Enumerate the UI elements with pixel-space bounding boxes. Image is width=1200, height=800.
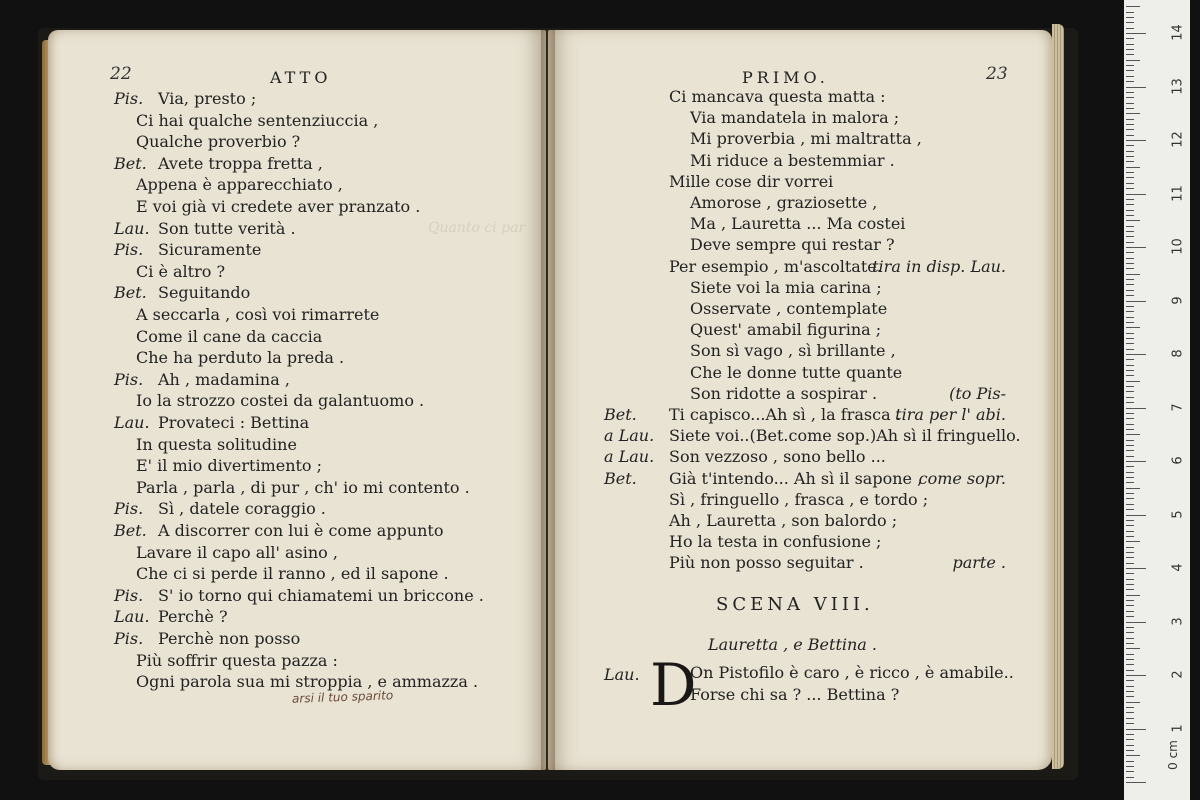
- ruler-number: 14: [1170, 24, 1186, 41]
- ruler-tick: [1126, 777, 1134, 778]
- verse-line: Mi riduce a bestemmiar .: [690, 150, 895, 170]
- ruler-tick: [1126, 654, 1134, 655]
- ruler-tick: [1126, 541, 1140, 542]
- left-page-number: 22: [110, 64, 132, 84]
- ruler-tick: [1126, 204, 1134, 205]
- verse-line: Sì , fringuello , frasca , e tordo ;: [669, 489, 929, 509]
- ruler-tick: [1126, 611, 1134, 612]
- ruler-number: 8: [1170, 349, 1186, 358]
- ruler-tick: [1126, 28, 1134, 29]
- ruler-tick: [1126, 54, 1134, 55]
- ruler-tick: [1126, 589, 1134, 590]
- ruler-tick: [1126, 365, 1134, 366]
- ruler-tick: [1126, 172, 1134, 173]
- ruler-tick: [1126, 279, 1134, 280]
- ruler-tick: [1126, 327, 1140, 328]
- speaker-label: Bet.: [114, 153, 147, 173]
- ruler-tick: [1126, 498, 1134, 499]
- verse-line: Che ci si perde il ranno , ed il sapone .: [136, 564, 449, 584]
- verse-line: Ti capisco...Ah sì , la frasca .: [669, 405, 901, 424]
- ruler-tick: [1126, 156, 1134, 157]
- ruler-tick: [1126, 65, 1134, 66]
- ruler-tick: [1126, 391, 1134, 392]
- verse-line: Già t'intendo... Ah sì il sapone ,: [669, 468, 923, 488]
- speaker-label: Pis.: [114, 629, 144, 648]
- drop-cap: D: [650, 651, 697, 719]
- ruler-tick: [1126, 712, 1134, 713]
- ruler-tick: [1126, 707, 1134, 708]
- left-running-head: ATTO: [270, 68, 332, 87]
- ruler-number: 12: [1170, 131, 1186, 148]
- ruler-tick: [1126, 771, 1134, 772]
- ruler-tick: [1126, 60, 1140, 61]
- ruler-tick: [1126, 718, 1134, 719]
- ruler-tick: [1126, 119, 1134, 120]
- ruler-tick: [1126, 81, 1134, 82]
- ruler-tick: [1126, 210, 1134, 211]
- ruler-number: 4: [1170, 563, 1186, 572]
- ruler-tick: [1126, 6, 1140, 7]
- scene-characters: Lauretta , e Bettina .: [708, 635, 878, 654]
- ruler-tick: [1126, 493, 1134, 494]
- ruler-number: 2: [1170, 670, 1186, 679]
- ruler-tick: [1126, 386, 1134, 387]
- speaker-label: Bet.: [604, 468, 637, 488]
- ruler-tick: [1126, 750, 1134, 751]
- verse-line: Ci hai qualche sentenziuccia ,: [136, 110, 379, 130]
- speaker-label: Lau.: [114, 413, 150, 432]
- ruler-tick: [1126, 482, 1134, 483]
- verse-line: E' il mio divertimento ;: [136, 456, 323, 476]
- ruler-tick: [1126, 274, 1140, 275]
- ruler-tick: [1126, 659, 1134, 660]
- ruler-tick: [1126, 434, 1140, 435]
- verse-line: Mille cose dir vorrei: [669, 171, 834, 191]
- verse-line: Mi proverbia , mi maltratta ,: [690, 129, 922, 149]
- ruler-tick: [1126, 595, 1140, 596]
- verse-line: Più soffrir questa pazza :: [136, 650, 338, 670]
- ruler-tick: [1126, 745, 1134, 746]
- speaker-label: Lau.: [114, 218, 150, 238]
- ruler-tick: [1126, 520, 1134, 521]
- ruler-tick: [1126, 268, 1134, 269]
- ruler-tick: [1126, 734, 1134, 735]
- ruler-tick: [1126, 477, 1134, 478]
- ruler-tick: [1126, 343, 1134, 344]
- ruler-tick: [1126, 579, 1134, 580]
- verse-line: A seccarla , così voi rimarrete: [136, 305, 380, 324]
- ruler-tick: [1126, 766, 1134, 767]
- speaker-label: Pis.: [114, 369, 144, 389]
- ruler-tick: [1126, 76, 1134, 77]
- ruler-tick: [1126, 317, 1134, 318]
- ruler-tick: [1126, 92, 1134, 93]
- ruler-tick: [1126, 461, 1146, 462]
- verse-line: Che le donne tutte quante: [690, 362, 903, 382]
- ruler-tick: [1126, 12, 1134, 13]
- ruler-tick: [1126, 194, 1146, 195]
- ruler-tick: [1126, 199, 1134, 200]
- scene-title: SCENA VIII.: [716, 594, 874, 615]
- speaker-label: Bet.: [114, 521, 147, 540]
- ruler-tick: [1126, 696, 1134, 697]
- ruler-tick: [1126, 450, 1134, 451]
- right-running-head: PRIMO.: [742, 68, 829, 87]
- verse-line: Provateci : Bettina: [158, 413, 310, 432]
- ruler-tick: [1126, 177, 1134, 178]
- ruler-tick: [1126, 349, 1134, 350]
- speaker-label: Pis.: [114, 89, 144, 108]
- speaker-label: Bet.: [114, 283, 147, 303]
- ruler-number: 1: [1170, 723, 1186, 733]
- ruler-tick: [1126, 670, 1134, 671]
- ruler-tick: [1126, 755, 1140, 756]
- verse-line: Son tutte verità .: [158, 218, 296, 238]
- ruler-tick: [1126, 167, 1140, 168]
- ruler-tick: [1126, 531, 1134, 532]
- ruler-tick: [1126, 17, 1134, 18]
- ruler-tick: [1126, 429, 1134, 430]
- verse-line: Come il cane da caccia: [136, 326, 323, 346]
- verse-line: Siete voi..(Bet.come sop.)Ah sì il fringuello.: [669, 426, 1021, 446]
- ruler-tick: [1126, 627, 1134, 628]
- ruler-tick: [1126, 33, 1146, 34]
- ruler-tick: [1126, 600, 1134, 601]
- verse-line: Ah , madamina ,: [158, 369, 290, 389]
- ruler-tick: [1126, 466, 1134, 467]
- ruler-tick: [1126, 782, 1146, 783]
- ruler-tick: [1126, 333, 1134, 334]
- verse-line: Qualche proverbio ?: [136, 132, 301, 152]
- ruler-tick: [1126, 375, 1134, 376]
- ruler-tick: [1126, 161, 1134, 162]
- ruler-tick: [1126, 183, 1134, 184]
- ruler-tick: [1126, 87, 1146, 88]
- verse-line: Sì , datele coraggio .: [158, 499, 326, 519]
- ruler-tick: [1126, 70, 1134, 71]
- verse-line: Appena è apparecchiato ,: [136, 175, 343, 195]
- ruler-tick: [1126, 247, 1146, 248]
- ruler-tick: [1126, 525, 1134, 526]
- ruler-tick: [1126, 284, 1134, 285]
- ruler-tick: [1126, 236, 1134, 237]
- ruler-tick: [1126, 370, 1134, 371]
- verse-line: Lavare il capo all' asino ,: [136, 542, 338, 562]
- ruler-tick: [1126, 622, 1146, 623]
- ruler-tick: [1126, 44, 1134, 45]
- speaker-label: Bet.: [604, 405, 637, 424]
- stage-direction: come sopr.: [918, 468, 1006, 488]
- ruler-tick: [1126, 359, 1134, 360]
- stage-direction: tira per l' abi.: [895, 405, 1006, 424]
- ruler-tick: [1126, 761, 1134, 762]
- ruler-tick: [1126, 472, 1134, 473]
- stage-direction: (to Pis-: [949, 383, 1006, 403]
- verse-line: Avete troppa fretta ,: [158, 153, 323, 173]
- ruler-tick: [1126, 108, 1134, 109]
- ruler-tick: [1126, 188, 1134, 189]
- ruler-tick: [1126, 509, 1134, 510]
- verse-line: Amorose , graziosette ,: [690, 193, 878, 212]
- ruler-tick: [1126, 258, 1134, 259]
- speaker-label: Pis.: [114, 240, 144, 260]
- ruler-tick: [1126, 413, 1134, 414]
- ruler-tick: [1126, 675, 1146, 676]
- stage-direction: tira in disp. Lau.: [872, 256, 1006, 276]
- verse-line: Deve sempre qui restar ?: [690, 235, 895, 255]
- ruler-tick: [1126, 632, 1134, 633]
- ruler-number: 3: [1170, 616, 1186, 626]
- ruler-tick: [1126, 573, 1134, 574]
- ruler-tick: [1126, 557, 1134, 558]
- ruler-tick: [1126, 145, 1134, 146]
- ruler-number: 10: [1170, 238, 1186, 255]
- verse-line: Ci mancava questa matta :: [669, 87, 886, 106]
- verse-line: Ci è altro ?: [136, 261, 226, 281]
- verse-line: Son vezzoso , sono bello ...: [669, 447, 886, 467]
- ruler-tick: [1126, 226, 1134, 227]
- ruler-tick: [1126, 306, 1134, 307]
- verse-line: S' io torno qui chiamatemi un briccone .: [158, 585, 484, 605]
- ruler-number: 13: [1170, 77, 1186, 95]
- verse-line: Quest' amabil figurina ;: [690, 320, 882, 340]
- verse-line: Son sì vago , sì brillante ,: [690, 341, 896, 361]
- ruler-tick: [1126, 301, 1146, 302]
- ruler-tick: [1126, 49, 1134, 50]
- ruler-unit: 0 cm: [1165, 740, 1180, 770]
- ruler-tick: [1126, 215, 1134, 216]
- ruler-tick: [1126, 536, 1134, 537]
- ruler-tick: [1126, 418, 1134, 419]
- ruler-tick: [1126, 397, 1134, 398]
- ruler-tick: [1126, 135, 1134, 136]
- ruler-tick: [1126, 402, 1134, 403]
- ruler-tick: [1126, 723, 1134, 724]
- book-gutter: [541, 30, 555, 770]
- ruler-tick: [1126, 445, 1134, 446]
- verse-line: Ogni parola sua mi stroppia , e ammazza .: [136, 672, 479, 692]
- ruler-tick: [1126, 504, 1134, 505]
- verse-line: Osservate , contemplate: [690, 299, 888, 318]
- ruler-tick: [1126, 680, 1134, 681]
- ruler-tick: [1126, 488, 1140, 489]
- ruler-tick: [1126, 103, 1134, 104]
- speaker-label: a Lau.: [604, 447, 655, 467]
- ruler-tick: [1126, 151, 1134, 152]
- ruler-tick: [1126, 605, 1134, 606]
- ruler-tick: [1126, 552, 1134, 553]
- ruler-tick: [1126, 547, 1134, 548]
- verse-line: Via, presto ;: [158, 89, 257, 108]
- verse-line: Via mandatela in malora ;: [690, 108, 900, 128]
- ruler-tick: [1126, 252, 1134, 253]
- verse-line: Ma , Lauretta ... Ma costei: [690, 214, 906, 234]
- ruler-tick: [1126, 381, 1140, 382]
- verse-line: Parla , parla , di pur , ch' io mi contento .: [136, 477, 470, 497]
- verse-line: Ho la testa in confusione ;: [669, 532, 882, 552]
- ruler-tick: [1126, 691, 1134, 692]
- ruler-tick: [1126, 424, 1134, 425]
- ruler-tick: [1126, 22, 1134, 23]
- ruler-tick: [1126, 440, 1134, 441]
- ruler-tick: [1126, 242, 1134, 243]
- ruler-tick: [1126, 322, 1134, 323]
- ruler-tick: [1126, 140, 1146, 141]
- final-speaker: Lau.: [604, 665, 640, 684]
- verse-line: Sicuramente: [158, 240, 262, 260]
- ruler-tick: [1126, 354, 1146, 355]
- ruler-tick: [1126, 408, 1146, 409]
- ruler-tick: [1126, 616, 1134, 617]
- right-page-number: 23: [986, 64, 1008, 84]
- ruler-tick: [1126, 648, 1140, 649]
- ruler-tick: [1126, 584, 1134, 585]
- ruler-tick: [1126, 686, 1134, 687]
- verse-line: Per esempio , m'ascoltate.: [669, 256, 882, 276]
- ruler-tick: [1126, 515, 1146, 516]
- verse-line: Perchè non posso: [158, 629, 301, 648]
- stage-direction: parte .: [952, 553, 1006, 573]
- verse-line: Perchè ?: [158, 607, 228, 627]
- ruler-tick: [1126, 338, 1134, 339]
- verse-line: Seguitando: [158, 283, 251, 303]
- verse-line: Che ha perduto la preda .: [136, 348, 345, 368]
- ruler-tick: [1126, 456, 1134, 457]
- verse-line: A discorrer con lui è come appunto: [158, 521, 444, 540]
- ruler-tick: [1126, 124, 1134, 125]
- ruler-tick: [1126, 129, 1134, 130]
- ruler-tick: [1126, 664, 1134, 665]
- final-line-1: On Pistofilo è caro , è ricco , è amabile..: [690, 663, 1014, 682]
- ruler-number: 5: [1170, 509, 1186, 519]
- ruler-tick: [1126, 263, 1134, 264]
- ruler-tick: [1126, 220, 1140, 221]
- final-line-2: Forse chi sa ? ... Bettina ?: [690, 685, 900, 704]
- ruler-tick: [1126, 290, 1134, 291]
- bleed-through: Quanto ci par: [428, 220, 526, 236]
- ruler-tick: [1126, 729, 1146, 730]
- ruler-tick: [1126, 38, 1134, 39]
- ruler-tick: [1126, 739, 1134, 740]
- ruler-tick: [1126, 311, 1134, 312]
- right-page-stack: [1052, 24, 1064, 769]
- ruler-tick: [1126, 568, 1146, 569]
- ruler-tick: [1126, 702, 1140, 703]
- speaker-label: Lau.: [114, 607, 150, 627]
- verse-line: Son ridotte a sospirar .: [690, 383, 878, 403]
- ruler-tick: [1126, 563, 1134, 564]
- ruler-tick: [1126, 638, 1134, 639]
- ruler-number: 9: [1170, 295, 1186, 305]
- verse-line: In questa solitudine: [136, 434, 297, 454]
- verse-line: Ah , Lauretta , son balordo ;: [669, 511, 898, 530]
- ruler-tick: [1126, 643, 1134, 644]
- handwritten-note: arsi il tuo sparito: [291, 688, 394, 706]
- verse-line: Siete voi la mia carina ;: [690, 277, 882, 297]
- ruler-tick: [1126, 231, 1134, 232]
- speaker-label: Pis.: [114, 585, 144, 605]
- ruler-tick: [1126, 295, 1134, 296]
- ruler-number: 7: [1170, 402, 1186, 412]
- ruler-tick: [1126, 113, 1140, 114]
- ruler-number: 11: [1170, 184, 1186, 202]
- verse-line: Io la strozzo costei da galantuomo .: [136, 391, 425, 411]
- verse-line: E voi già vi credete aver pranzato .: [136, 197, 421, 216]
- verse-line: Più non posso seguitar .: [669, 553, 864, 573]
- ruler-number: 6: [1170, 456, 1186, 465]
- speaker-label: a Lau.: [604, 426, 655, 446]
- speaker-label: Pis.: [114, 499, 144, 519]
- ruler-tick: [1126, 97, 1134, 98]
